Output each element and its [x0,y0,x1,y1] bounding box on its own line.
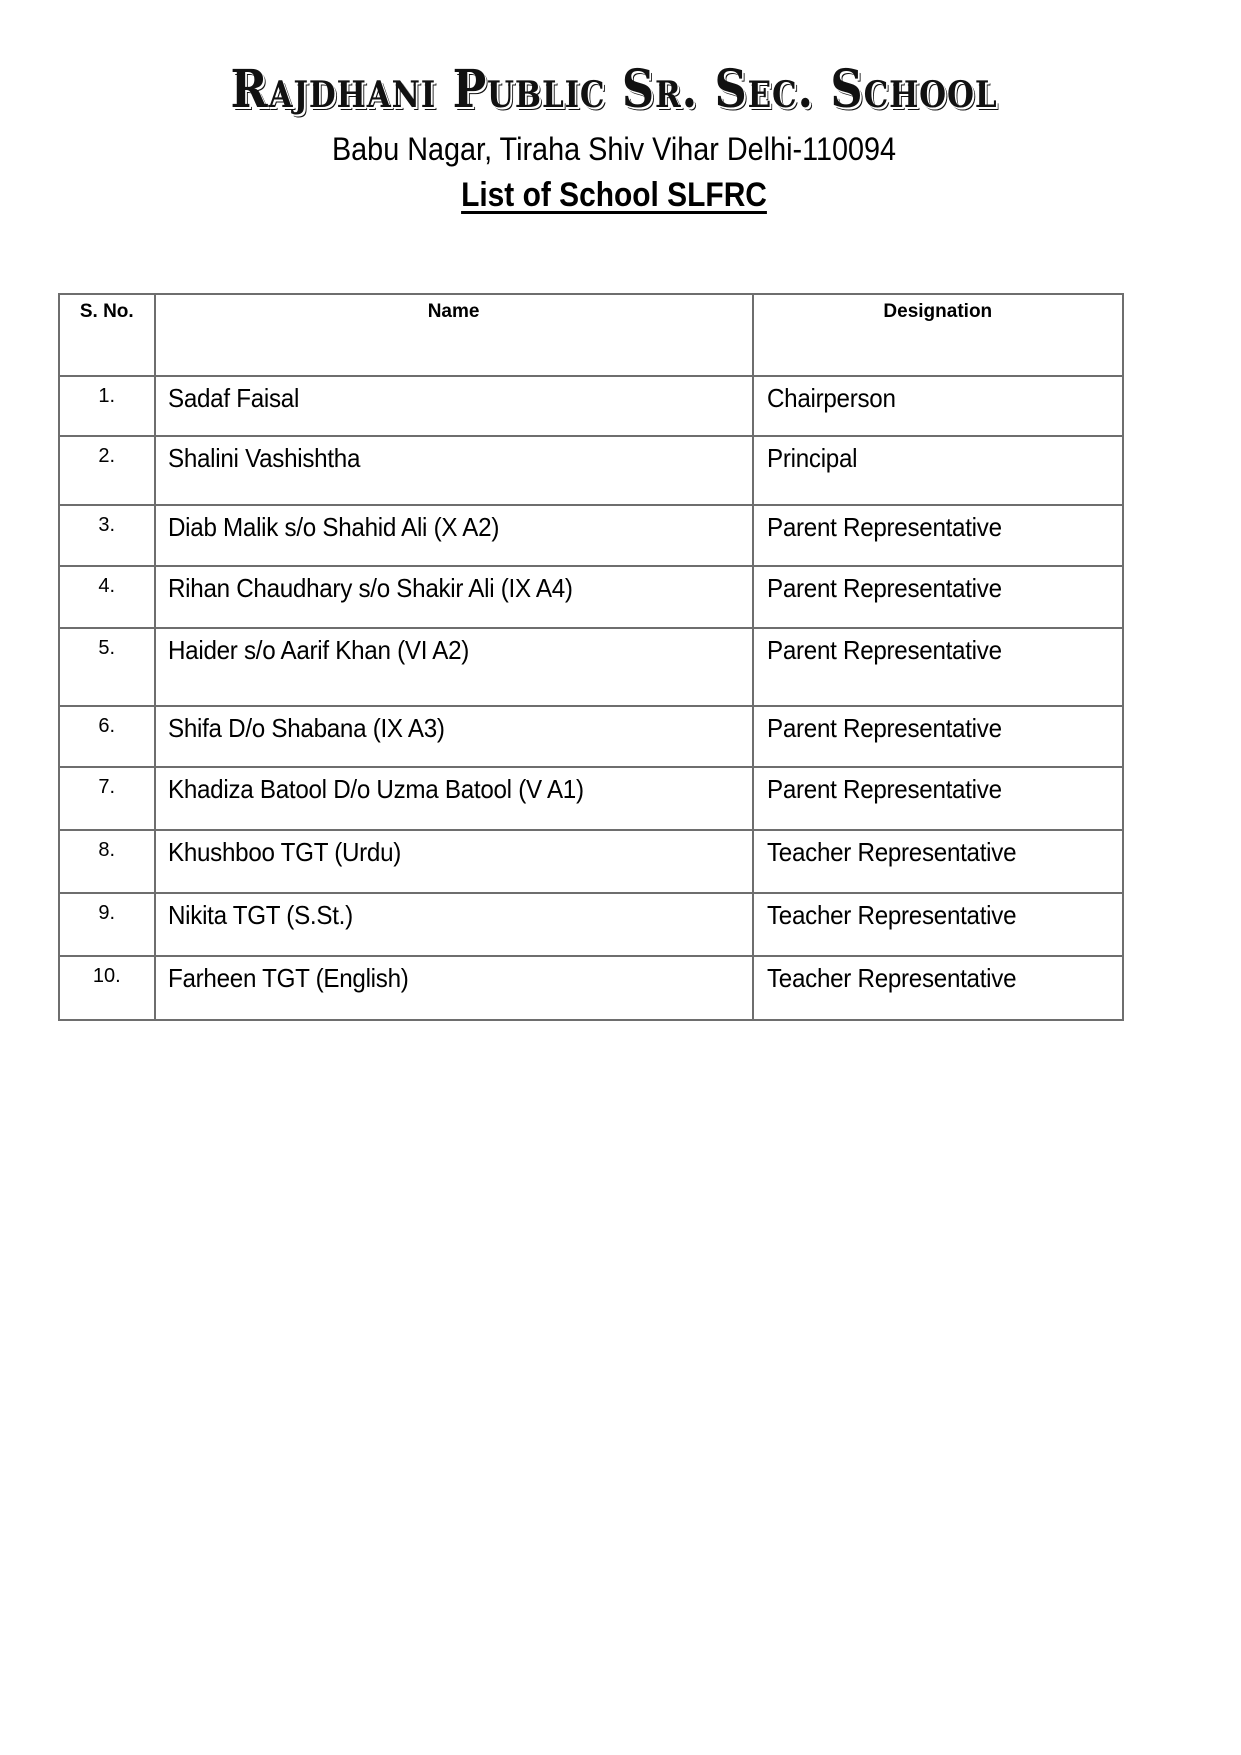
table-row [59,706,1123,767]
row-name [155,628,753,706]
row-name [155,767,753,830]
row-designation [753,767,1123,830]
table-row [59,505,1123,566]
row-sno: 5. [59,628,155,706]
row-name [155,956,753,1020]
school-address: Babu Nagar, Tiraha Shiv Vihar Delhi-110094 [331,131,897,167]
row-name-text: Sadaf Faisal [167,383,299,413]
row-designation-text: Teacher Representative [766,900,1016,930]
row-name-text: Rihan Chaudhary s/o Shakir Ali (IX A4) [167,573,573,603]
row-name [155,436,753,505]
row-sno: 8. [59,830,155,893]
row-name-text: Khadiza Batool D/o Uzma Batool (V A1) [167,774,584,804]
row-name-text: Khushboo TGT (Urdu) [167,837,401,867]
row-designation-text: Parent Representative [766,774,1002,804]
row-designation [753,956,1123,1020]
row-designation [753,893,1123,956]
row-sno: 10. [59,956,155,1020]
row-designation-text: Principal [766,443,857,473]
row-designation-text: Teacher Representative [766,837,1016,867]
row-name-text: Diab Malik s/o Shahid Ali (X A2) [167,512,499,542]
row-sno: 2. [59,436,155,505]
row-sno: 6. [59,706,155,767]
slfrc-members-table [58,293,1124,1021]
row-designation-text: Parent Representative [766,635,1002,665]
table-row [59,956,1123,1020]
table-row [59,566,1123,628]
row-designation [753,706,1123,767]
column-header-designation: Designation [753,294,1123,376]
row-sno: 1. [59,376,155,436]
row-designation [753,830,1123,893]
row-designation-text: Teacher Representative [766,963,1016,993]
table-row [59,376,1123,436]
row-sno: 9. [59,893,155,956]
row-sno: 7. [59,767,155,830]
row-name [155,830,753,893]
row-name-text: Haider s/o Aarif Khan (VI A2) [167,635,469,665]
row-designation-text: Chairperson [766,383,896,413]
table-row [59,628,1123,706]
table-row [59,893,1123,956]
table-row [59,830,1123,893]
column-header-name: Name [155,294,753,376]
row-designation [753,628,1123,706]
row-name [155,376,753,436]
table-header-row [59,294,1123,376]
row-designation-text: Parent Representative [766,573,1002,603]
row-name-text: Farheen TGT (English) [167,963,409,993]
row-name [155,505,753,566]
school-name-heading: Rajdhani Public Sr. Sec. School [230,59,998,120]
row-designation [753,376,1123,436]
row-name [155,893,753,956]
column-header-sno: S. No. [59,294,155,376]
row-designation-text: Parent Representative [766,512,1002,542]
table-row [59,436,1123,505]
row-name-text: Nikita TGT (S.St.) [167,900,353,930]
row-designation-text: Parent Representative [766,713,1002,743]
row-designation [753,566,1123,628]
table-row [59,767,1123,830]
row-name-text: Shalini Vashishtha [167,443,360,473]
row-sno: 4. [59,566,155,628]
row-name [155,566,753,628]
list-title [74,175,1155,215]
row-designation [753,505,1123,566]
list-title-text: List of School SLFRC [461,176,767,214]
row-sno: 3. [59,505,155,566]
row-designation [753,436,1123,505]
row-name-text: Shifa D/o Shabana (IX A3) [167,713,445,743]
row-name [155,706,753,767]
